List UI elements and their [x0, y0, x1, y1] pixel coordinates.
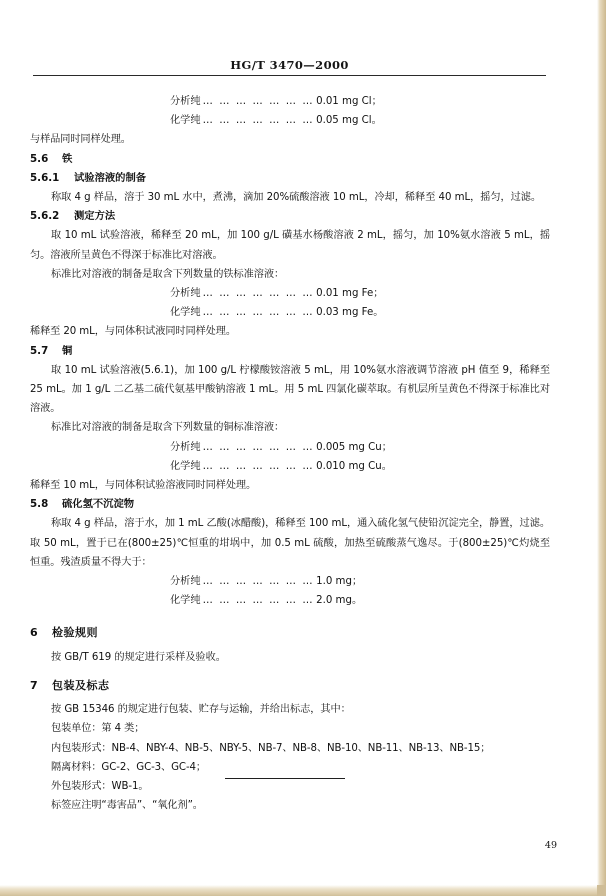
clause-5-8-number: 5.8 — [30, 498, 49, 511]
page-edge-corner — [597, 885, 606, 896]
leader-dots: … … … … … … … — [202, 115, 315, 127]
clause-5-6-2 — [30, 207, 550, 226]
list-item: 标签应注明“毒害品”、“氧化剂”。 — [51, 800, 203, 812]
paragraph-5-7-body: 取 10 mL 试验溶液(5.6.1)，加 100 g/L 柠檬酸铵溶液 5 mL，用 10%氨水溶液调节溶液 pH 值至 9，稀释至 25 mL。加 1 g/L 二乙基二硫代氨基甲酸钠溶液 1 mL。用 5 mL 四氯化碳萃取。有机层所呈黄色不得深于标准比对溶液。 — [30, 364, 550, 415]
clause-5-7-number: 5.7 — [30, 344, 49, 357]
leader-label: 分析纯 — [170, 96, 201, 107]
section-6-title: 检验规则 — [52, 626, 98, 640]
leader-value: 1.0 mg； — [316, 576, 363, 588]
clause-5-8 — [30, 495, 550, 514]
clause-5-6-1-number: 5.6.1 — [30, 171, 60, 184]
leader-label: 化学纯 — [170, 460, 201, 472]
leader-label: 化学纯 — [170, 115, 201, 127]
paragraph-section-6-body: 按 GB/T 619 的规定进行采样及验收。 — [51, 651, 226, 663]
leader-label: 分析纯 — [170, 576, 201, 588]
leader-value: 0.01 mg Cl； — [316, 96, 382, 107]
section-7-title: 包装及标志 — [52, 678, 110, 692]
clause-5-8-title: 硫化氢不沉淀物 — [62, 498, 135, 511]
top-note-text: 与样品同时同样处理。 — [30, 134, 131, 146]
paragraph-5-7-closing: 稀释至 10 mL，与同体积试验溶液同时同样处理。 — [30, 480, 257, 492]
section-6-number: 6 — [30, 626, 39, 640]
clause-5-6-1-title: 试验溶液的制备 — [74, 171, 147, 184]
leader-row-chemical-cu — [30, 457, 550, 476]
paragraph-5-6-2-body: 取 10 mL 试验溶液，稀释至 20 mL，加 100 g/L 磺基水杨酸溶液 2 mL，摇匀，加 10%氨水溶液 5 mL，摇匀。溶液所呈黄色不得深于标准比对溶液。 — [30, 230, 550, 261]
leader-row-analytical-fe — [30, 284, 550, 303]
leader-row-analytical-cl — [30, 92, 550, 111]
leader-label: 化学纯 — [170, 307, 201, 319]
leader-value: 2.0 mg。 — [316, 595, 363, 607]
leader-row-chemical-fe — [30, 303, 550, 322]
list-item: 内包装形式：NB-4、NBY-4、NB-5、NBY-5、NB-7、NB-8、NB-10、NB-11、NB-13、NB-15； — [51, 742, 491, 754]
paragraph-5-6-2-closing: 稀释至 20 mL，与同体积试液同时同样处理。 — [30, 326, 236, 338]
clause-5-6-2-title: 测定方法 — [74, 210, 116, 223]
list-item: 隔离材料：GC-2、GC-3、GC-4； — [51, 761, 206, 773]
bottom-divider-rule — [225, 778, 345, 779]
standard-number-title: HG/T 3470—2000 — [230, 58, 349, 72]
header-rule — [33, 75, 546, 76]
leader-value: 0.03 mg Fe。 — [316, 307, 384, 319]
section-6-heading — [30, 623, 550, 642]
leader-row-analytical-residue — [30, 572, 550, 591]
paragraph-5-7-standard-intro: 标准比对溶液的制备是取含下列数量的铜标准溶液： — [51, 422, 285, 434]
page-header — [33, 58, 546, 76]
page-edge-right — [597, 0, 606, 896]
leader-value: 0.010 mg Cu。 — [316, 460, 392, 472]
packaging-item-list — [30, 719, 550, 815]
leader-row-chemical-residue — [30, 591, 550, 610]
list-item: 包装单位：第 4 类； — [51, 723, 145, 735]
paragraph-5-8-body: 称取 4 g 样品，溶于水，加 1 mL 乙酸(冰醋酸)，稀释至 100 mL，通入硫化氢气使铅沉淀完全，静置，过滤。取 50 mL，置于已在(800±25)℃恒重的坩埚中，加 0.5 mL 硫酸，加热至硫酸蒸气逸尽。于(800±25)℃灼烧至恒重。残渣质量不得大于： — [30, 518, 550, 568]
leader-value: 0.005 mg Cu； — [316, 441, 392, 453]
leader-row-analytical-cu — [30, 438, 550, 457]
leader-dots: … … … … … … … — [202, 460, 315, 472]
leader-label: 分析纯 — [170, 288, 201, 300]
paragraph-5-6-2-standard-intro: 标准比对溶液的制备是取含下列数量的铁标准溶液： — [51, 268, 285, 280]
leader-label: 分析纯 — [170, 441, 201, 453]
clause-5-6 — [30, 150, 550, 169]
clause-5-6-number: 5.6 — [30, 152, 49, 165]
leader-dots: … … … … … … … — [202, 441, 315, 453]
page-number: 49 — [544, 840, 557, 851]
spacer — [30, 667, 550, 676]
leader-dots: … … … … … … … — [202, 288, 315, 300]
document-body — [30, 92, 550, 815]
leader-dots: … … … … … … … — [202, 96, 315, 107]
leader-label: 化学纯 — [170, 595, 201, 607]
paragraph-5-6-1-body: 称取 4 g 样品，溶于 30 mL 水中，煮沸，滴加 20%硫酸溶液 10 mL，冷却，稀释至 40 mL，摇匀，过滤。 — [51, 192, 542, 204]
page-edge-bottom — [0, 885, 606, 896]
leader-dots: … … … … … … … — [202, 576, 315, 588]
list-item: 外包装形式：WB-1。 — [51, 780, 149, 792]
paragraph-section-7-intro: 按 GB 15346 的规定进行包装、贮存与运输，并给出标志，其中： — [51, 704, 351, 716]
clause-5-7-title: 铜 — [62, 344, 73, 357]
leader-row-chemical-cl — [30, 111, 550, 130]
spacer — [30, 610, 550, 623]
section-7-heading — [30, 676, 550, 695]
leader-dots: … … … … … … … — [202, 595, 315, 607]
leader-dots: … … … … … … … — [202, 307, 315, 319]
section-7-number: 7 — [30, 678, 39, 692]
leader-value: 0.05 mg Cl。 — [316, 115, 382, 127]
clause-5-6-1 — [30, 169, 550, 188]
clause-5-7 — [30, 342, 550, 361]
leader-value: 0.01 mg Fe； — [316, 288, 384, 300]
clause-5-6-2-number: 5.6.2 — [30, 210, 60, 223]
clause-5-6-title: 铁 — [62, 152, 73, 165]
